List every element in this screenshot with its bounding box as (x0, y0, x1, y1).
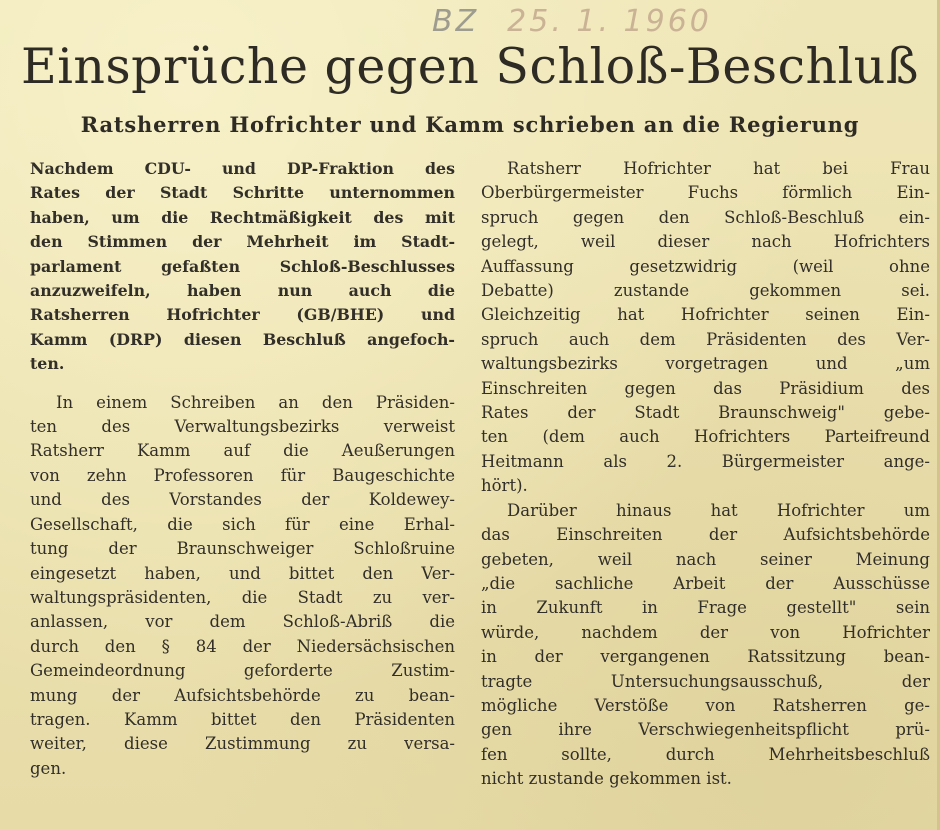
text-line: Ratsherr Hofrichter hat bei Frau (507, 159, 930, 178)
annotation-date: 25. 1. 1960 (507, 4, 712, 39)
text-line: Oberbürgermeister Fuchs förmlich Ein- (481, 183, 930, 203)
text-line: spruch auch dem Präsidenten des Ver- (481, 329, 930, 349)
text-line: parlament gefaßten Schloß-Beschlusses (30, 256, 455, 276)
body-paragraph (481, 157, 930, 499)
text-line: Gemeindeordnung geforderte Zustim- (30, 661, 455, 681)
text-line: Rates der Stadt Schritte unternommen (30, 183, 455, 203)
text-line: tragen. Kamm bittet den Präsidenten (30, 709, 455, 729)
text-line: tung der Braunschweiger Schloßruine (30, 539, 455, 559)
headline: Einsprüche gegen Schloß-Beschluß (20, 38, 920, 95)
text-line: Auffassung gesetzwidrig (weil ohne (481, 256, 930, 276)
text-line: In einem Schreiben an den Präsiden- (56, 392, 455, 412)
text-line: Einschreiten gegen das Präsidium des (481, 378, 930, 398)
text-line: Kamm (DRP) diesen Beschluß angefoch- (30, 329, 455, 349)
text-line: gen. (30, 758, 67, 778)
text-line: Darüber hinaus hat Hofrichter um (507, 500, 930, 520)
text-line: Rates der Stadt Braunschweig" gebe- (481, 403, 930, 423)
text-line: anlassen, vor dem Schloß-Abriß die (30, 612, 455, 632)
text-line: waltungsbezirks vorgetragen und „um (481, 354, 930, 374)
text-line: haben, um die Rechtmäßigkeit des mit (30, 207, 455, 227)
handwritten-annotation (432, 4, 712, 39)
text-line: „die sachliche Arbeit der Ausschüsse (481, 573, 930, 593)
text-line: spruch gegen den Schloß-Beschluß ein- (481, 207, 930, 227)
text-line: in Zukunft in Frage gestellt" sein (481, 598, 930, 618)
text-line: waltungspräsidenten, die Stadt zu ver- (30, 587, 455, 607)
text-line: Nachdem CDU- und DP-Fraktion des (30, 159, 455, 178)
text-line: Heitmann als 2. Bürgermeister ange- (481, 451, 930, 471)
text-line: den Stimmen der Mehrheit im Stadt- (30, 232, 455, 252)
text-line: von zehn Professoren für Baugeschichte (30, 465, 455, 485)
text-line: das Einschreiten der Aufsichtsbehörde (481, 525, 930, 545)
text-line: durch den § 84 der Niedersächsischen (30, 636, 455, 656)
subheadline: Ratsherren Hofrichter und Kamm schrieben an die Regierung (80, 112, 860, 137)
text-line: Gleichzeitig hat Hofrichter seinen Ein- (481, 305, 930, 325)
text-line: würde, nachdem der von Hofrichter (481, 622, 930, 642)
right-column (481, 157, 930, 792)
text-line: Debatte) zustande gekommen sei. (481, 281, 930, 301)
text-line: weiter, diese Zustimmung zu versa- (30, 734, 455, 754)
body-paragraph (30, 391, 455, 782)
text-line: gen ihre Verschwiegenheitspflicht prü- (481, 720, 930, 740)
text-line: tragte Untersuchungsausschuß, der (481, 671, 930, 691)
text-line: mögliche Verstöße von Ratsherren ge- (481, 695, 930, 715)
body-paragraph (481, 499, 930, 792)
text-line: eingesetzt haben, und bittet den Ver- (30, 563, 455, 583)
text-line: mung der Aufsichtsbehörde zu bean- (30, 685, 455, 705)
text-line: ten (dem auch Hofrichters Parteifreund (481, 427, 930, 447)
text-line: Ratsherr Kamm auf die Aeußerungen (30, 441, 455, 461)
text-line: fen sollte, durch Mehrheitsbeschluß (481, 744, 930, 764)
text-line: gelegt, weil dieser nach Hofrichters (481, 232, 930, 252)
annotation-paper: BZ (432, 4, 480, 39)
text-line: hört). (481, 476, 528, 496)
text-line: in der vergangenen Ratssitzung bean- (481, 647, 930, 667)
text-line: und des Vorstandes der Koldewey- (30, 490, 455, 510)
text-line: ten des Verwaltungsbezirks verweist (30, 417, 455, 437)
text-line: ten. (30, 354, 65, 374)
left-column (30, 157, 455, 781)
text-line: anzuzweifeln, haben nun auch die (30, 281, 455, 301)
text-line: Gesellschaft, die sich für eine Erhal- (30, 514, 455, 534)
text-line: gebeten, weil nach seiner Meinung (481, 549, 930, 569)
lead-paragraph (30, 157, 455, 377)
text-line: nicht zustande gekommen ist. (481, 769, 732, 789)
text-line: Ratsherren Hofrichter (GB/BHE) und (30, 305, 455, 325)
